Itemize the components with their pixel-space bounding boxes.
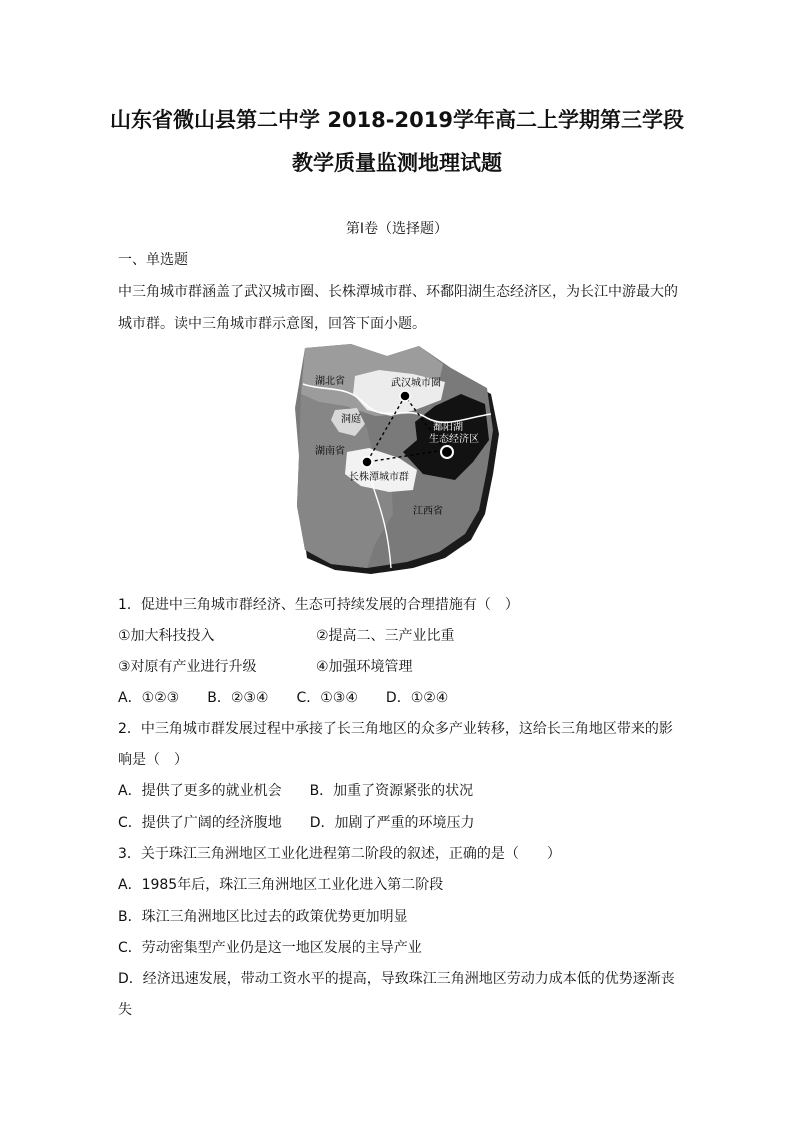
document-title-line1: 山东省微山县第二中学 2018-2019学年高二上学期第三学段 [110,108,684,132]
map-svg [295,344,503,576]
question-3-option-a: A．1985年后，珠江三角洲地区工业化进入第二阶段 [118,877,444,893]
question-1-item-4: ④加强环境管理 [316,659,413,675]
label-jiangxi: 江西省 [413,506,443,517]
label-dongting: 洞庭 [341,414,361,425]
document-title-line2: 教学质量监测地理试题 [292,151,502,175]
question-3-stem: 3．关于珠江三角洲地区工业化进程第二阶段的叙述，正确的是（ ） [118,846,561,862]
question-3-option-b: B．珠江三角洲地区比过去的政策优势更加明显 [118,909,408,925]
label-poyang-2: 生态经济区 [429,434,479,445]
wuhan-dot [400,391,410,401]
label-changzhutan: 长株潭城市群 [349,472,409,483]
question-1-item-2: ②提高二、三产业比重 [316,628,455,644]
intro-line-2: 城市群。读中三角城市群示意图，回答下面小题。 [118,316,426,332]
question-2-stem-line-2: 响是（ ） [118,752,188,768]
question-1-stem: 1．促进中三角城市群经济、生态可持续发展的合理措施有（ ） [118,597,519,613]
question-1-item-3: ③对原有产业进行升级 [118,659,257,675]
volume-heading: 第Ⅰ卷（选择题） [345,221,449,237]
part-heading: 一、单选题 [118,252,188,268]
question-3-option-c: C．劳动密集型产业仍是这一地区发展的主导产业 [118,940,422,956]
label-poyang-1: 鄱阳湖 [433,422,463,433]
question-2-stem-line-1: 2．中三角城市群发展过程中承接了长三角地区的众多产业转移，这给长三角地区带来的影 [118,721,673,737]
question-3-option-d-cont: 失 [118,1002,132,1018]
changzhutan-dot [362,457,372,467]
question-2-options-row-2: C．提供了广阔的经济腹地 D．加剧了严重的环境压力 [118,815,475,831]
label-wuhan: 武汉城市圈 [391,378,441,389]
intro-line-1: 中三角城市群涵盖了武汉城市圈、长株潭城市群、环鄱阳湖生态经济区，为长江中游最大的 [118,284,678,300]
label-hubei: 湖北省 [315,376,345,387]
question-2-options-row-1: A．提供了更多的就业机会 B．加重了资源紧张的状况 [118,783,474,799]
nanchang-dot [441,446,453,458]
triangle-city-cluster-map [295,344,503,576]
question-1-item-1: ①加大科技投入 [118,628,215,644]
question-3-option-d: D．经济迅速发展，带动工资水平的提高，导致珠江三角洲地区劳动力成本低的优势逐渐丧 [118,971,675,987]
question-1-options: A．①②③ B．②③④ C．①③④ D．①②④ [118,690,449,706]
label-hunan: 湖南省 [315,446,345,457]
